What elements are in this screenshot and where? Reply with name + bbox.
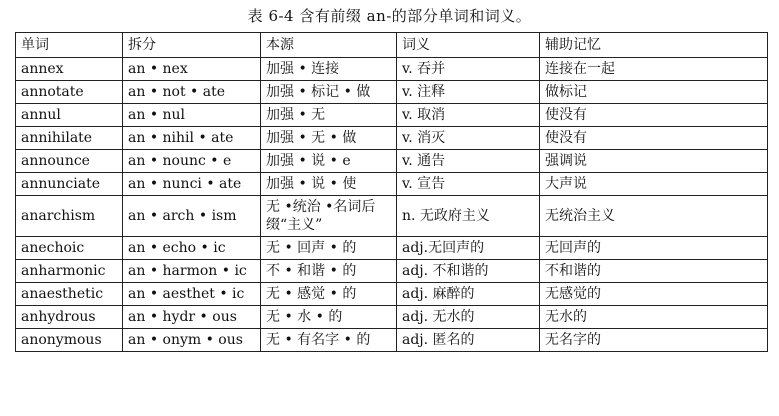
table-row [16, 306, 768, 329]
cell-meaning: adj. 麻醉的 [397, 283, 540, 306]
cell-memory-aid: 大声说 [540, 173, 768, 196]
cell-origin: 无 • 有名字 • 的 [261, 329, 397, 352]
cell-meaning: v. 通告 [397, 150, 540, 173]
cell-origin: 无 • 水 • 的 [261, 306, 397, 329]
table-body [16, 58, 768, 352]
cell-origin: 加强 • 说 • e [261, 150, 397, 173]
table-row [16, 58, 768, 81]
cell-origin: 无 •统治 •名词后缀“主义” [261, 196, 397, 237]
cell-memory-aid: 无回声的 [540, 237, 768, 260]
cell-meaning: adj. 无水的 [397, 306, 540, 329]
cell-split: an • harmon • ic [123, 260, 261, 283]
cell-split: an • nunci • ate [123, 173, 261, 196]
cell-meaning: n. 无政府主义 [397, 196, 540, 237]
cell-word: annotate [16, 81, 123, 104]
cell-memory-aid: 无统治主义 [540, 196, 768, 237]
table-row [16, 81, 768, 104]
prefix-an-word-table [15, 32, 768, 352]
cell-meaning: adj. 不和谐的 [397, 260, 540, 283]
cell-word: annunciate [16, 173, 123, 196]
cell-split: an • onym • ous [123, 329, 261, 352]
table-row [16, 150, 768, 173]
cell-origin: 无 • 回声 • 的 [261, 237, 397, 260]
cell-memory-aid: 做标记 [540, 81, 768, 104]
cell-memory-aid: 无感觉的 [540, 283, 768, 306]
table-row [16, 104, 768, 127]
cell-word: annul [16, 104, 123, 127]
cell-origin: 不 • 和谐 • 的 [261, 260, 397, 283]
header-row [16, 33, 768, 58]
header-origin: 本源 [261, 33, 397, 58]
cell-word: anharmonic [16, 260, 123, 283]
cell-meaning: v. 吞并 [397, 58, 540, 81]
cell-memory-aid: 使没有 [540, 127, 768, 150]
table-row [16, 196, 768, 237]
cell-origin: 加强 • 标记 • 做 [261, 81, 397, 104]
header-split: 拆分 [123, 33, 261, 58]
table-row [16, 260, 768, 283]
cell-word: anonymous [16, 329, 123, 352]
cell-memory-aid: 不和谐的 [540, 260, 768, 283]
cell-meaning: v. 消灭 [397, 127, 540, 150]
cell-split: an • nounc • e [123, 150, 261, 173]
header-word: 单词 [16, 33, 123, 58]
cell-word: anarchism [16, 196, 123, 237]
table-row [16, 173, 768, 196]
cell-meaning: adj.无回声的 [397, 237, 540, 260]
cell-memory-aid: 无名字的 [540, 329, 768, 352]
cell-word: announce [16, 150, 123, 173]
cell-memory-aid: 无水的 [540, 306, 768, 329]
cell-meaning: adj. 匿名的 [397, 329, 540, 352]
cell-meaning: v. 注释 [397, 81, 540, 104]
cell-memory-aid: 连接在一起 [540, 58, 768, 81]
cell-word: anaesthetic [16, 283, 123, 306]
table-header [16, 33, 768, 58]
cell-split: an • nul [123, 104, 261, 127]
cell-word: anechoic [16, 237, 123, 260]
table-row [16, 283, 768, 306]
cell-origin: 无 • 感觉 • 的 [261, 283, 397, 306]
cell-origin: 加强 • 无 • 做 [261, 127, 397, 150]
cell-word: annex [16, 58, 123, 81]
cell-origin: 加强 • 无 [261, 104, 397, 127]
cell-split: an • hydr • ous [123, 306, 261, 329]
cell-word: anhydrous [16, 306, 123, 329]
cell-split: an • aesthet • ic [123, 283, 261, 306]
header-memory-aid: 辅助记忆 [540, 33, 768, 58]
cell-origin: 加强 • 连接 [261, 58, 397, 81]
cell-split: an • not • ate [123, 81, 261, 104]
cell-split: an • arch • ism [123, 196, 261, 237]
cell-split: an • echo • ic [123, 237, 261, 260]
cell-origin: 加强 • 说 • 使 [261, 173, 397, 196]
cell-meaning: v. 取消 [397, 104, 540, 127]
cell-meaning: v. 宣告 [397, 173, 540, 196]
cell-memory-aid: 强调说 [540, 150, 768, 173]
table-row [16, 127, 768, 150]
cell-word: annihilate [16, 127, 123, 150]
table-caption: 表 6-4 含有前缀 an-的部分单词和词义。 [247, 7, 532, 25]
cell-memory-aid: 使没有 [540, 104, 768, 127]
header-meaning: 词义 [397, 33, 540, 58]
cell-split: an • nex [123, 58, 261, 81]
table-row [16, 329, 768, 352]
table-row [16, 237, 768, 260]
cell-split: an • nihil • ate [123, 127, 261, 150]
